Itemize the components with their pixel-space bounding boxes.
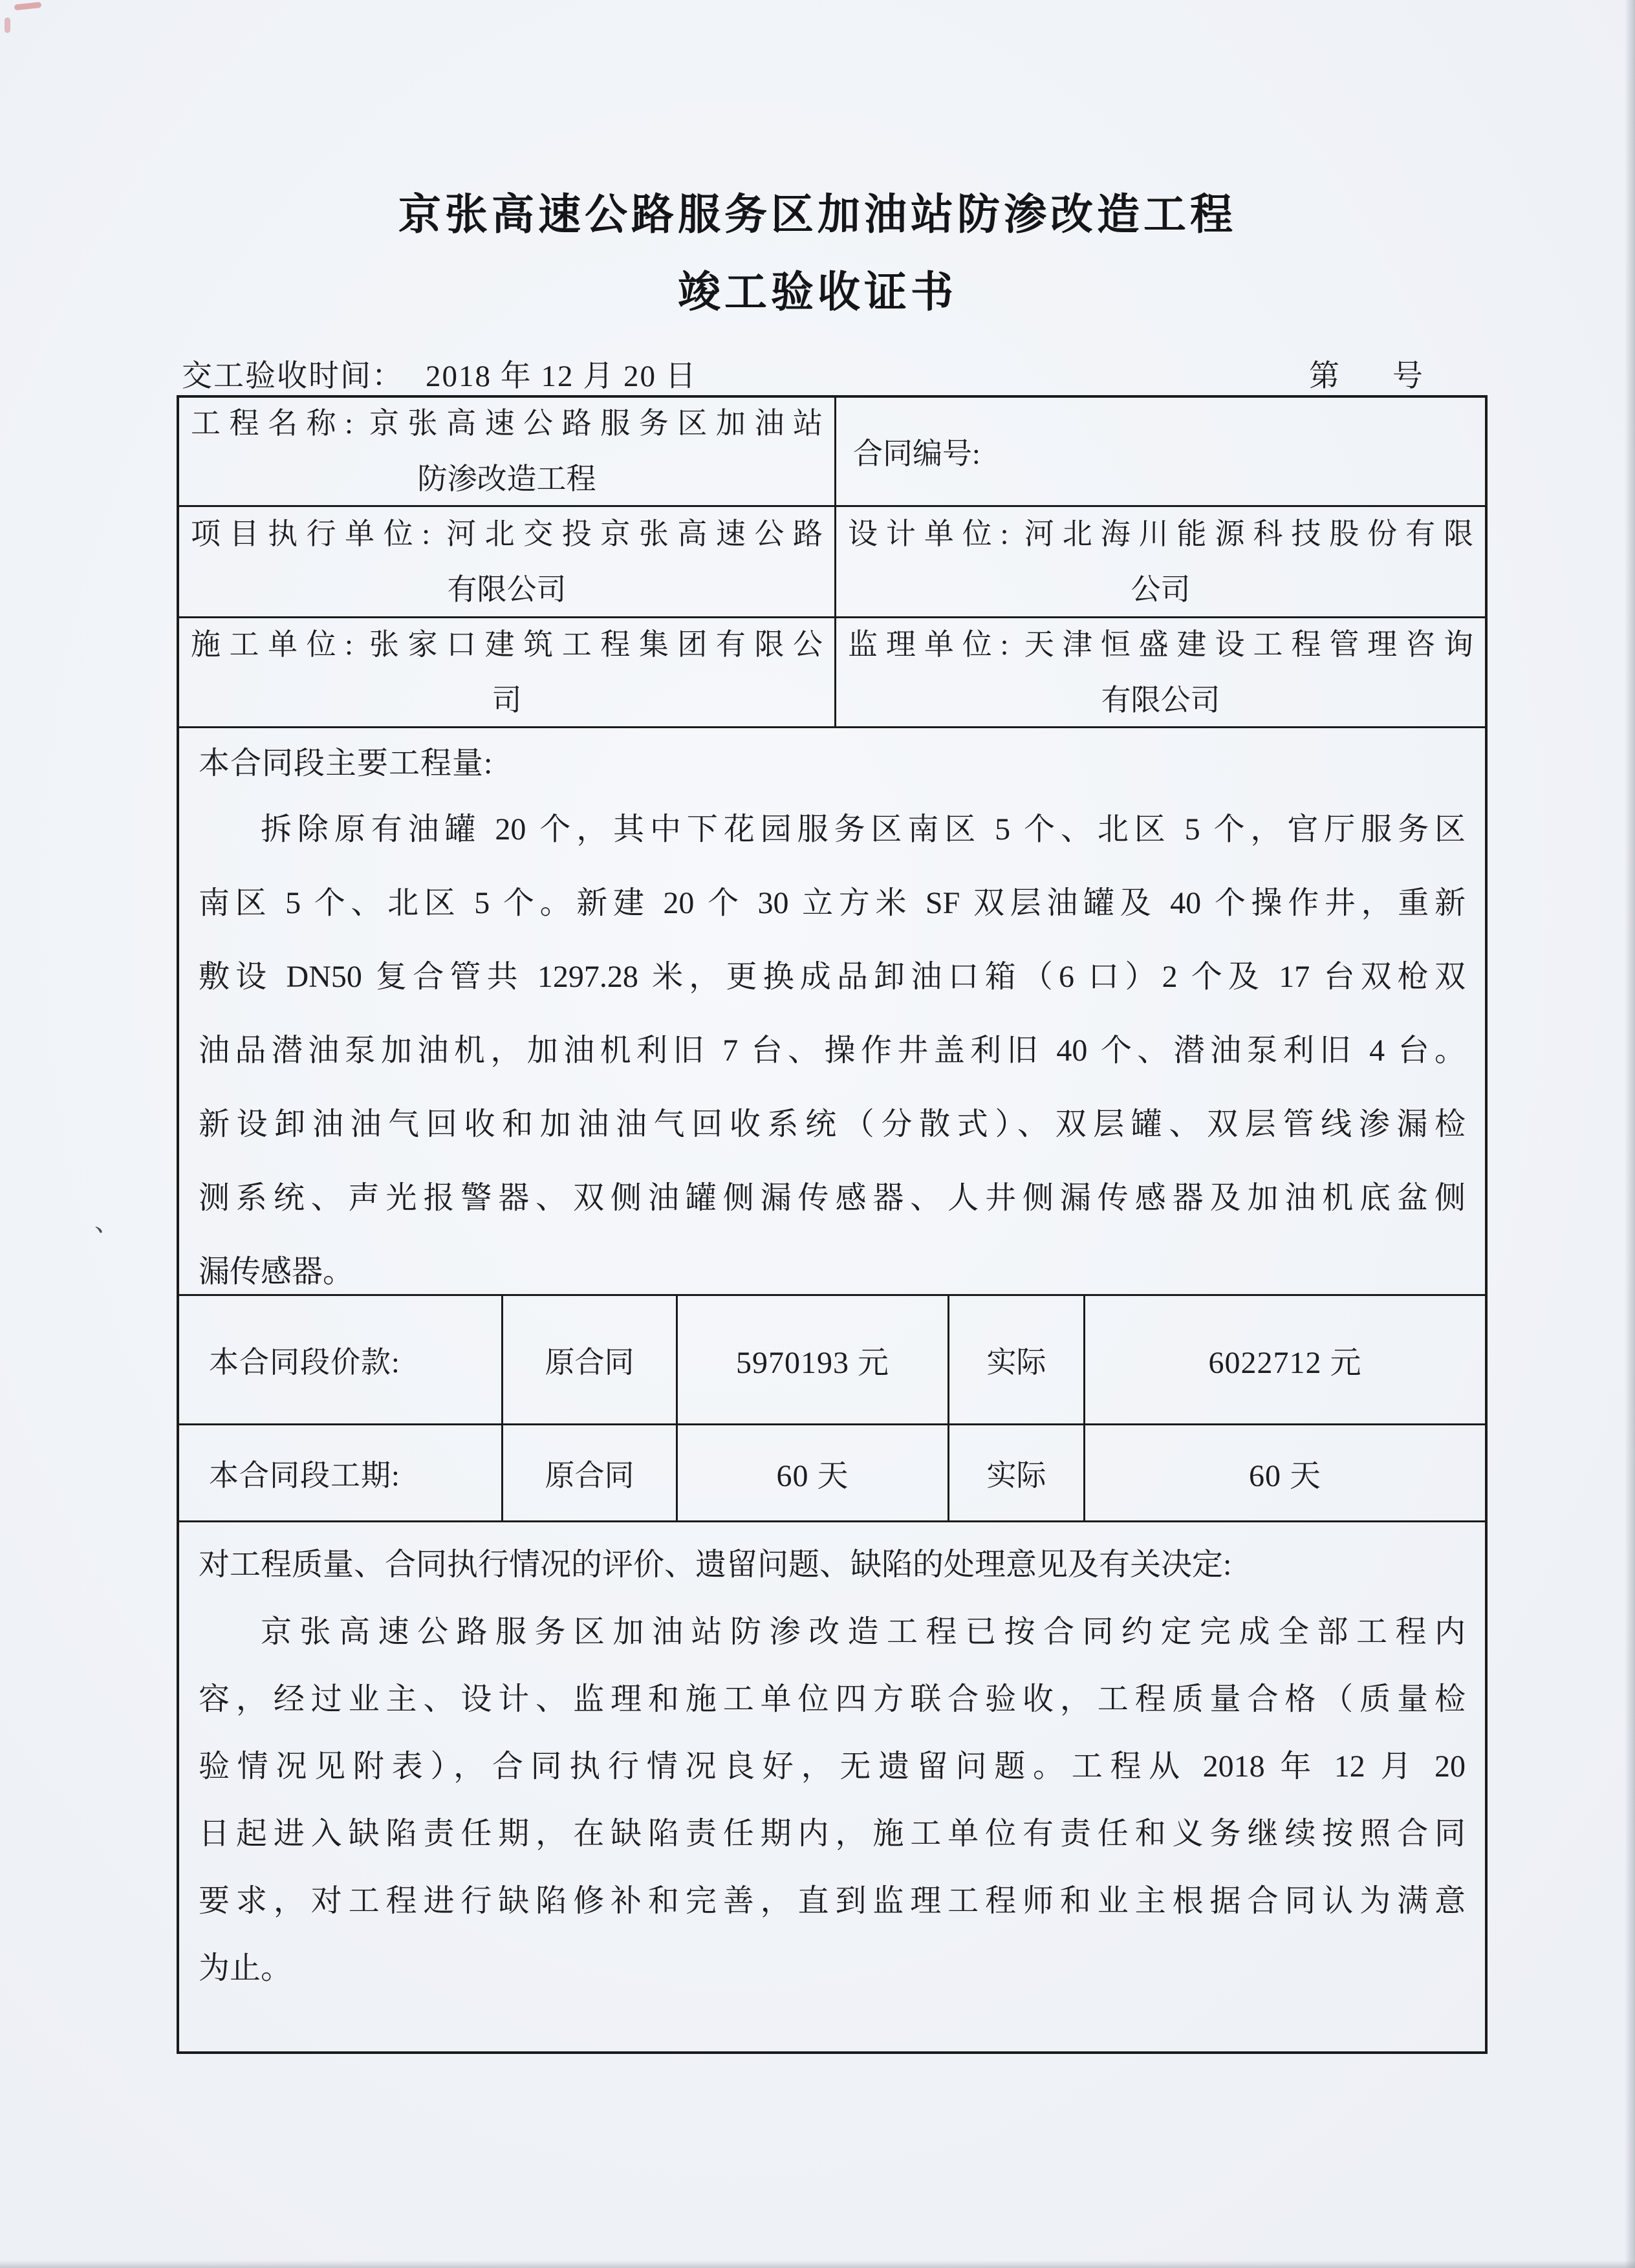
table-row-contract-price [179, 1294, 1485, 1423]
project-name-cell [179, 398, 834, 505]
price-label: 本合同段价款: [209, 1345, 400, 1379]
duration-actual-value-cell [1083, 1425, 1485, 1520]
quantities-paragraph-line: 新设卸油油气回收和加油油气回收系统（分散式）、双层罐、双层管线渗漏检 [199, 1107, 1466, 1141]
evaluation-paragraph-line: 日起进入缺陷责任期，在缺陷责任期内，施工单位有责任和义务继续按照合同 [199, 1817, 1466, 1851]
document-number [1309, 352, 1423, 395]
document-title-line1: 京张高速公路服务区加油站防渗改造工程 [398, 190, 1237, 238]
evaluation-paragraph-line: 验情况见附表），合同执行情况良好，无遗留问题。工程从 2018 年 12 月 20 [199, 1749, 1466, 1784]
table-row-constructor-supervisor [179, 616, 1485, 726]
supervisor-cell [834, 618, 1485, 726]
acceptance-time-row [182, 352, 697, 395]
stray-ink-mark: 、 [94, 1207, 120, 1237]
acceptance-certificate-table [177, 395, 1488, 2054]
price-label-cell [179, 1296, 501, 1423]
duration-actual-value: 60 天 [1248, 1459, 1321, 1493]
price-original-label-cell [501, 1296, 676, 1423]
duration-actual-label-cell [947, 1425, 1083, 1520]
quantities-paragraph-line: 南区 5 个、北区 5 个。新建 20 个 30 立方米 SF 双层油罐及 40 个操作井，重新 [199, 886, 1466, 920]
table-row-evaluation [179, 1520, 1485, 2051]
price-original-value: 5970193 元 [735, 1346, 889, 1380]
supervisor-line2: 有限公司 [1101, 683, 1220, 717]
duration-original-value-cell [676, 1425, 947, 1520]
table-row-project-name [179, 398, 1485, 505]
scan-red-speck [5, 17, 10, 33]
evaluation-heading: 对工程质量、合同执行情况的评价、遗留问题、缺陷的处理意见及有关决定: [199, 1548, 1232, 1582]
supervisor-line1: 监理单位: 天津恒盛建设工程管理咨询 [848, 627, 1473, 661]
price-original-label: 原合同 [545, 1345, 634, 1379]
project-name-line2: 防渗改造工程 [417, 462, 596, 495]
price-actual-label: 实际 [986, 1345, 1046, 1379]
designer-line1: 设计单位: 河北海川能源科技股份有限 [848, 517, 1473, 550]
executor-line2: 有限公司 [447, 572, 567, 606]
executor-line1: 项目执行单位: 河北交投京张高速公路 [191, 517, 823, 550]
duration-original-label: 原合同 [545, 1458, 634, 1492]
table-row-main-quantities [179, 726, 1485, 1294]
main-quantities-cell [179, 728, 1485, 1294]
price-actual-label-cell [947, 1296, 1083, 1423]
duration-label-cell [179, 1425, 501, 1520]
price-actual-value: 6022712 元 [1208, 1346, 1362, 1380]
scan-red-speck [14, 2, 42, 10]
quantities-paragraph-line: 拆除原有油罐 20 个，其中下花园服务区南区 5 个、北区 5 个，官厅服务区 [261, 812, 1466, 847]
quantities-paragraph-line: 油品潜油泵加油机，加油机利旧 7 台、操作井盖利旧 40 个、潜油泵利旧 4 台。 [199, 1033, 1466, 1068]
quantities-paragraph-line: 测系统、声光报警器、双侧油罐侧漏传感器、人井侧漏传感器及加油机底盆侧 [199, 1181, 1466, 1215]
evaluation-paragraph-line: 为止。 [199, 1951, 292, 1985]
document-number-suffix: 号 [1392, 360, 1423, 393]
evaluation-paragraph-line: 京张高速公路服务区加油站防渗改造工程已按合同约定完成全部工程内 [261, 1615, 1466, 1649]
document-title-line2: 竣工验收证书 [678, 268, 957, 316]
acceptance-time-label: 交工验收时间： [182, 360, 404, 393]
table-row-executor-designer [179, 505, 1485, 616]
quantities-paragraph-line: 敷设 DN50 复合管共 1297.28 米，更换成品卸油口箱（6 口）2 个及 17 台双枪双 [199, 960, 1466, 994]
evaluation-cell [179, 1522, 1485, 2051]
price-actual-value-cell [1083, 1296, 1485, 1423]
scan-edge-bottom [0, 2260, 1635, 2268]
constructor-line1: 施工单位: 张家口建筑工程集团有限公 [191, 627, 823, 661]
project-name-line1: 工程名称: 京张高速公路服务区加油站 [191, 407, 823, 440]
quantities-paragraph-line: 漏传感器。 [199, 1255, 354, 1289]
executor-cell [179, 507, 834, 616]
designer-cell [834, 507, 1485, 616]
price-original-value-cell [676, 1296, 947, 1423]
constructor-cell [179, 618, 834, 726]
contract-number-label: 合同编号: [853, 437, 980, 470]
acceptance-time-value: 2018 年 12 月 20 日 [426, 360, 697, 393]
table-row-contract-duration [179, 1423, 1485, 1520]
contract-number-cell [834, 398, 1485, 505]
evaluation-paragraph-line: 容，经过业主、设计、监理和施工单位四方联合验收，工程质量合格（质量检 [199, 1682, 1466, 1716]
duration-actual-label: 实际 [986, 1458, 1046, 1492]
duration-original-value: 60 天 [776, 1459, 849, 1493]
duration-label: 本合同段工期: [209, 1458, 400, 1492]
scan-edge-right [1625, 0, 1635, 2268]
designer-line2: 公司 [1131, 572, 1191, 606]
main-quantities-heading: 本合同段主要工程量: [199, 746, 493, 781]
constructor-line2: 司 [492, 683, 522, 717]
document-number-prefix: 第 [1309, 360, 1339, 393]
duration-original-label-cell [501, 1425, 676, 1520]
evaluation-paragraph-line: 要求，对工程进行缺陷修补和完善，直到监理工程师和业主根据合同认为满意 [199, 1884, 1466, 1918]
